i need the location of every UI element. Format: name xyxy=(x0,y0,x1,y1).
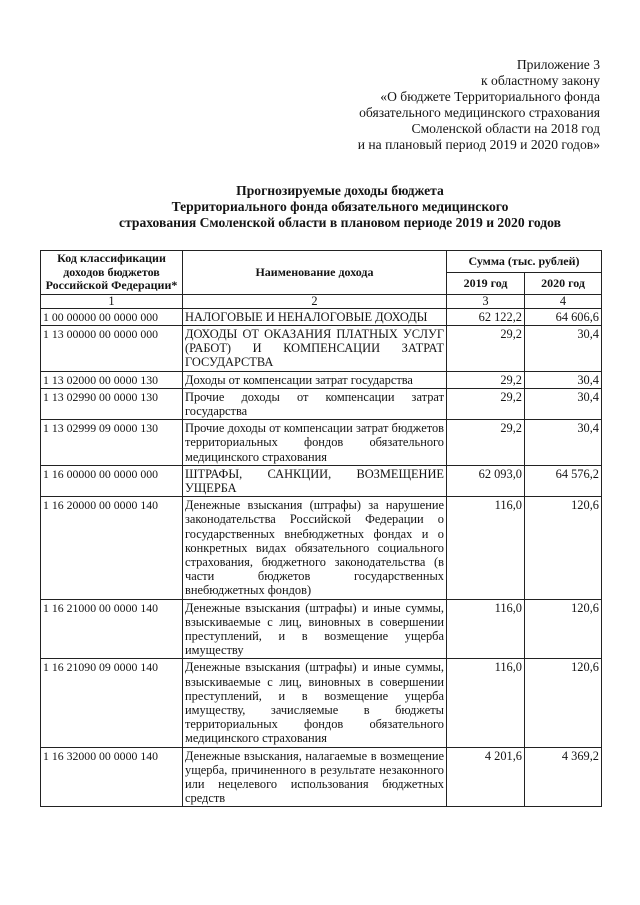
row-code: 1 16 21000 00 0000 140 xyxy=(41,599,183,659)
row-value-2020: 64 606,6 xyxy=(525,308,602,325)
row-value-2020: 120,6 xyxy=(525,659,602,747)
row-code: 1 16 32000 00 0000 140 xyxy=(41,747,183,807)
row-value-2019: 29,2 xyxy=(447,325,525,371)
row-value-2019: 29,2 xyxy=(447,371,525,388)
row-value-2019: 116,0 xyxy=(447,497,525,599)
row-name: Денежные взыскания (штрафы) и иные суммы, взыскиваемые с лиц, виновных в совершении преступлений, и в возмещение ущерба имуществу xyxy=(183,599,447,659)
column-number: 2 xyxy=(183,294,447,308)
header-sum: Сумма (тыс. рублей) xyxy=(447,251,602,273)
table-row xyxy=(41,465,602,496)
table-row xyxy=(41,599,602,659)
appendix-line: обязательного медицинского страхования xyxy=(359,105,600,120)
row-value-2019: 29,2 xyxy=(447,420,525,466)
row-value-2020: 30,4 xyxy=(525,388,602,419)
row-code: 1 13 02999 09 0000 130 xyxy=(41,420,183,466)
row-value-2019: 29,2 xyxy=(447,388,525,419)
row-code: 1 00 00000 00 0000 000 xyxy=(41,308,183,325)
row-value-2019: 4 201,6 xyxy=(447,747,525,807)
appendix-line: «О бюджете Территориального фонда xyxy=(380,89,600,104)
row-name: Денежные взыскания (штрафы) и иные суммы, взыскиваемые с лиц, виновных в совершении преступлений, и в возмещение ущерба имуществу, зачисляемые в бюджеты территориальных фондов обязательного медицинского страхования xyxy=(183,659,447,747)
title-line: Прогнозируемые доходы бюджета xyxy=(236,183,444,198)
table-row xyxy=(41,747,602,807)
row-code: 1 13 02000 00 0000 130 xyxy=(41,371,183,388)
table-row xyxy=(41,659,602,747)
row-value-2020: 64 576,2 xyxy=(525,465,602,496)
table-row xyxy=(41,308,602,325)
table-row xyxy=(41,325,602,371)
row-value-2019: 116,0 xyxy=(447,599,525,659)
header-year-2019: 2019 год xyxy=(447,272,525,294)
header-code: Код классификации доходов бюджетов Российской Федерации* xyxy=(41,251,183,295)
row-name: НАЛОГОВЫЕ И НЕНАЛОГОВЫЕ ДОХОДЫ xyxy=(183,308,447,325)
row-name: Прочие доходы от компенсации затрат бюджетов территориальных фондов обязательного медицинского страхования xyxy=(183,420,447,466)
table-row xyxy=(41,371,602,388)
title-line: страхования Смоленской области в плановом периоде 2019 и 2020 годов xyxy=(119,215,561,230)
column-number: 3 xyxy=(447,294,525,308)
row-value-2020: 30,4 xyxy=(525,420,602,466)
header-name: Наименование дохода xyxy=(183,251,447,295)
row-value-2020: 30,4 xyxy=(525,371,602,388)
row-value-2019: 116,0 xyxy=(447,659,525,747)
row-code: 1 16 00000 00 0000 000 xyxy=(41,465,183,496)
column-number: 4 xyxy=(525,294,602,308)
row-value-2020: 30,4 xyxy=(525,325,602,371)
row-name: Доходы от компенсации затрат государства xyxy=(183,371,447,388)
document-title xyxy=(40,183,640,231)
row-name: Прочие доходы от компенсации затрат государства xyxy=(183,388,447,419)
appendix-line: и на плановый период 2019 и 2020 годов» xyxy=(357,137,600,152)
row-code: 1 16 21090 09 0000 140 xyxy=(41,659,183,747)
row-value-2020: 4 369,2 xyxy=(525,747,602,807)
column-numbers-row xyxy=(41,294,602,308)
row-name: Денежные взыскания, налагаемые в возмещение ущерба, причиненного в результате незаконного или нецелевого использования бюджетных средств xyxy=(183,747,447,807)
row-code: 1 13 02990 00 0000 130 xyxy=(41,388,183,419)
table-row xyxy=(41,388,602,419)
appendix-line: к областному закону xyxy=(481,73,600,88)
title-line: Территориального фонда обязательного медицинского xyxy=(171,199,509,214)
row-name: ШТРАФЫ, САНКЦИИ, ВОЗМЕЩЕНИЕ УЩЕРБА xyxy=(183,465,447,496)
header-year-2020: 2020 год xyxy=(525,272,602,294)
column-number: 1 xyxy=(41,294,183,308)
row-value-2020: 120,6 xyxy=(525,599,602,659)
row-code: 1 16 20000 00 0000 140 xyxy=(41,497,183,599)
revenue-table xyxy=(40,250,602,807)
row-name: ДОХОДЫ ОТ ОКАЗАНИЯ ПЛАТНЫХ УСЛУГ (РАБОТ) И КОМПЕНСАЦИИ ЗАТРАТ ГОСУДАРСТВА xyxy=(183,325,447,371)
row-code: 1 13 00000 00 0000 000 xyxy=(41,325,183,371)
table-row xyxy=(41,497,602,599)
appendix-line: Смоленской области на 2018 год xyxy=(411,121,600,136)
appendix-reference xyxy=(260,57,600,153)
row-name: Денежные взыскания (штрафы) за нарушение законодательства Российской Федерации о государственных внебюджетных фондах и о конкретных видах обязательного социального страхования, бюджетного законодательства (в части бюджетов государственных внебюджетных фондов) xyxy=(183,497,447,599)
table-row xyxy=(41,420,602,466)
appendix-line: Приложение 3 xyxy=(516,57,600,72)
row-value-2020: 120,6 xyxy=(525,497,602,599)
row-value-2019: 62 093,0 xyxy=(447,465,525,496)
row-value-2019: 62 122,2 xyxy=(447,308,525,325)
